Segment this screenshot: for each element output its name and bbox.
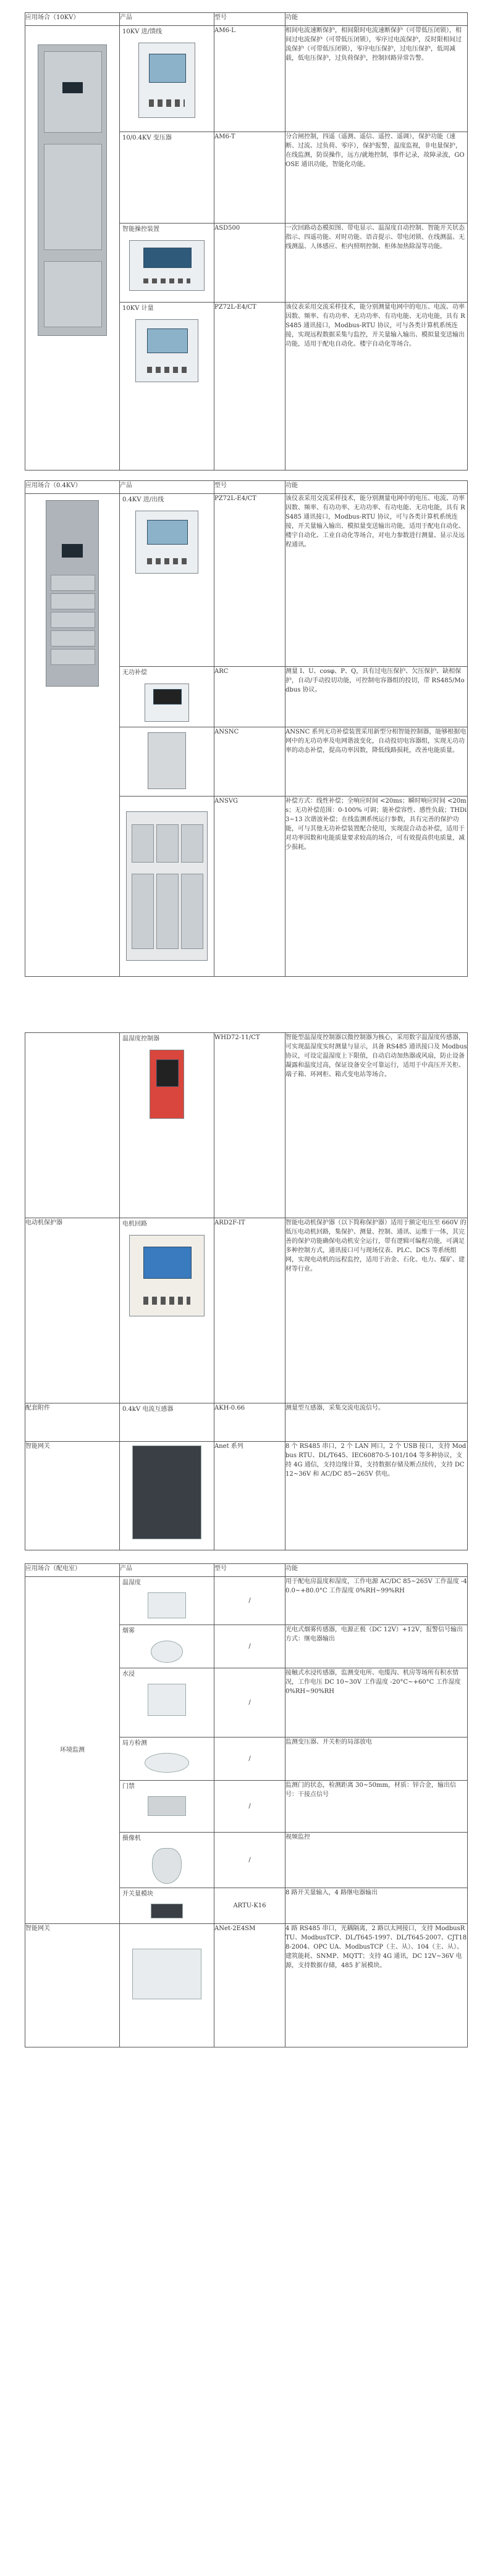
- product-name: 温湿度: [122, 1579, 141, 1586]
- function-cell: 4 路 RS485 串口，光耦隔离，2 路以太网接口，支持 ModbusRTU、ModbusTCP、DL/T645-1997、DL/T645-2007、CJT188-2004、OPC UA、ModbusTCP（主、从）、104（主、从）、建筑能耗、SNMP、MQTT；支持 4G 通讯，DC 12V~36V 电源，支持数据存储，485 扩展模块。: [285, 1924, 468, 2047]
- function-cell: 该仪表采用交流采样技术，能分别测量电网中的电压、电流、功率因数、频率、有功功率、无功功率、有功电能、无功电能，具有 RS485 通讯接口，Modbus-RTU 协议，可与各类计算机系统连接，实现远程数据采集与监控，开关量输入输出、模拟量变送输出功能，适用于配电自动化、楼宇自动化等场合。: [285, 303, 468, 470]
- table-row: [25, 26, 468, 132]
- ard2f-image: [129, 1235, 205, 1316]
- header-cell: 应用场合（10KV）: [25, 13, 120, 26]
- product-name: 电机回路: [122, 1221, 147, 1227]
- function-cell: 相间电流速断保护，相间限时电流速断保护（可带低压闭锁），相间过电流保护（可带低压闭锁），零序过电流保护，反时限相间过流保护（可带低压闭锁），零序电压保护，过电压保护，低周减载，低电压保护，过负荷保护，控制回路异常告警。: [285, 26, 468, 132]
- model-cell: ASD500: [214, 224, 285, 303]
- group-cell: 电动机保护器: [25, 1218, 120, 1403]
- table-row: [25, 1218, 468, 1403]
- table-row: [25, 494, 468, 667]
- smoke-sensor-image: [151, 1641, 183, 1663]
- camera-image: [152, 1848, 182, 1884]
- product-cell: [120, 1442, 214, 1550]
- model-cell: AM6-T: [214, 132, 285, 224]
- product-name: 温湿度控制器: [122, 1035, 159, 1042]
- function-cell: 光电式烟雾传感器，电源正极（DC 12V）+12V，报警信号输出方式：继电器输出: [285, 1625, 468, 1668]
- anet-gateway-image: [132, 1445, 201, 1539]
- function-cell: 测量型互感器，采集交流电流信号。: [285, 1403, 468, 1442]
- function-cell: 智能型温湿度控制器以微控制器为核心，采用数字温湿度传感器，可实现温湿度实时测量与显示，具备 RS485 通讯接口及 Modbus 协议，可设定温湿度上下限值，自动启动加热器或风扇，防止设备凝露和温度过高，保证设备安全可靠运行，适用于中高压开关柜、端子箱、环网柜、箱式变电站等场合。: [285, 1033, 468, 1218]
- header-cell: 型号: [214, 13, 285, 26]
- product-cell: [120, 1781, 214, 1833]
- model-cell: AKH-0.66: [214, 1403, 285, 1442]
- pz72l-meter-image: [135, 511, 198, 574]
- model-cell: ARTU-K16: [214, 1888, 285, 1924]
- header-cell: 应用场合（0.4KV）: [25, 481, 120, 494]
- model-cell: /: [214, 1625, 285, 1668]
- table-04kv: [25, 480, 468, 977]
- product-cell: [120, 727, 214, 797]
- door-sensor-image: [148, 1796, 186, 1816]
- function-cell: 8 路开关量输入，4 路继电器输出: [285, 1888, 468, 1924]
- header-cell: 型号: [214, 481, 285, 494]
- product-cell: [120, 1218, 214, 1403]
- function-cell: 视频监控: [285, 1833, 468, 1888]
- model-cell: ANSNC: [214, 727, 285, 797]
- product-name: 10KV 计量: [122, 305, 154, 312]
- table-row: [25, 1033, 468, 1218]
- product-cell: [120, 1738, 214, 1781]
- table-row: [25, 1577, 468, 1625]
- product-name: 烟雾: [122, 1628, 135, 1634]
- asd500-image: [129, 240, 205, 291]
- table-row: [25, 1403, 468, 1442]
- product-cell: [120, 1033, 214, 1218]
- product-cell: [120, 303, 214, 470]
- model-cell: ARD2F-IT: [214, 1218, 285, 1403]
- model-cell: /: [214, 1738, 285, 1781]
- function-cell: 监测门的状态，检测距离 30~50mm，材质：锌合金，输出信号：干接点信号: [285, 1781, 468, 1833]
- product-cell: [120, 1924, 214, 2047]
- product-name: 0.4kV 电流互感器: [122, 1406, 174, 1413]
- model-cell: /: [214, 1833, 285, 1888]
- header-cell: 功能: [285, 13, 468, 26]
- ansnc-image: [148, 732, 186, 789]
- function-cell: ANSNC 系列无功补偿装置采用新型分相智能控制器，能够根据电网中的无功功率及电网谐波变化，自动投切电容器组，实现无功功率的动态补偿，提高功率因数，降低线路损耗，改善电能质量。: [285, 727, 468, 797]
- function-cell: 接触式水浸传感器，监测变电所、电缆沟、机房等场所有积水情况，工作电压 DC 10~30V 工作温度 -20°C~+60°C 工作湿度 0%RH~90%RH: [285, 1668, 468, 1738]
- pz72l-meter-image: [135, 319, 198, 382]
- product-name: 门禁: [122, 1783, 135, 1790]
- header-cell: 应用场合（配电室）: [25, 1564, 120, 1577]
- header-cell: 型号: [214, 1564, 285, 1577]
- model-cell: ARC: [214, 667, 285, 727]
- product-cell: [120, 494, 214, 667]
- header-cell: 功能: [285, 1564, 468, 1577]
- function-cell: 该仪表采用交流采样技术，能分别测量电网中的电压、电流、功率因数、频率、有功功率、无功功率、有功电能、无功电能，具有 RS485 通讯接口，Modbus-RTU 协议，可与各类计算机系统连接，开关量输入输出、模拟量变送输出功能，适用于配电自动化、楼宇自动化、工业自动化等场合，对电力参数进行测量、显示及远程通讯。: [285, 494, 468, 667]
- table-distribution-room: [25, 1563, 468, 2047]
- function-cell: 一次回路动态模拟图、带电显示、温湿度自动控制、智能开关状态指示、四遥功能、对时功能、语音提示、带电闭锁、在线测温、无线测温、人体感应、柜内照明控制、柜体加热除湿等功能。: [285, 224, 468, 303]
- product-name: 开关量模块: [122, 1891, 153, 1897]
- model-cell: AM6-L: [214, 26, 285, 132]
- function-cell: 智能电动机保护器（以下简称保护器）适用于额定电压至 660V 的低压电动机回路，集保护、测量、控制、通讯、运维于一体，其完善的保护功能确保电动机安全运行，带有逻辑可编程功能，可满足多种控制方式，通讯接口可与现场仪表、PLC、DCS 等系统组网，实现电动机的远程监控，适用于冶金、石化、电力、煤矿、建材等行业。: [285, 1218, 468, 1403]
- product-cell: [120, 1625, 214, 1668]
- model-cell: ANSVG: [214, 797, 285, 977]
- function-cell: 补偿方式：线性补偿；全响应时间 <20ms；瞬时响应时间 <20ms；无功补偿范围：0-100% 可调；能补偿容性、感性负载；THDi 3~13 次谐波补偿；在线监测系统运行参数，具有完善的保护功能，可与其他无功补偿装置配合使用，实现混合动态补偿，适用于对功率因数和电能质量要求较高的场合，可有效提高供电质量，减少损耗。: [285, 797, 468, 977]
- model-cell: WHD72-11/CT: [214, 1033, 285, 1218]
- product-name: 局方检测: [122, 1740, 147, 1747]
- product-cell: [120, 1888, 214, 1924]
- model-cell: /: [214, 1577, 285, 1625]
- whd72-image: [150, 1050, 184, 1119]
- group-cell: 智能网关: [25, 1442, 120, 1550]
- header-cell: 产品: [120, 1564, 214, 1577]
- water-leak-sensor-image: [148, 1684, 186, 1716]
- header-cell: 产品: [120, 13, 214, 26]
- switchgear-image-cell: [25, 26, 120, 470]
- artu-module-image: [151, 1904, 183, 1918]
- product-cell: [120, 1403, 214, 1442]
- table-row: [25, 1442, 468, 1550]
- model-cell: Anet 系列: [214, 1442, 285, 1550]
- model-cell: /: [214, 1781, 285, 1833]
- lv-cabinet-image-cell: [25, 494, 120, 977]
- function-cell: 分合闸控制，四遥（遥测、遥信、遥控、遥调），保护功能（速断、过流、过负荷、零序），保护报警，温度监视，非电量保护，在线监测，防误操作，远方/就地控制，事件记录，故障录波，GOOSE 通讯功能，智能化功能。: [285, 132, 468, 224]
- table-devices: [25, 1032, 468, 1550]
- product-name: 10/0.4KV 变压器: [122, 135, 172, 141]
- product-cell: [120, 797, 214, 977]
- product-cell: [120, 667, 214, 727]
- product-cell: [120, 224, 214, 303]
- product-cell: [120, 26, 214, 132]
- model-cell: ANet-2E4SM: [214, 1924, 285, 2047]
- product-name: 水浸: [122, 1671, 135, 1678]
- model-cell: /: [214, 1668, 285, 1738]
- product-cell: [120, 1668, 214, 1738]
- model-cell: PZ72L-E4/CT: [214, 494, 285, 667]
- group-cell: 智能网关: [25, 1924, 120, 2047]
- am6-l-relay-image: [138, 43, 195, 118]
- product-cell: [120, 1577, 214, 1625]
- model-cell: PZ72L-E4/CT: [214, 303, 285, 470]
- switchgear-cabinet-image: [38, 44, 107, 336]
- product-cell: [120, 1833, 214, 1888]
- table-04kv-header: [25, 481, 468, 494]
- product-name: 10KV 进/馈线: [122, 28, 162, 35]
- product-name: 摄像机: [122, 1835, 141, 1842]
- function-cell: 用于配电房温度和湿度，工作电源 AC/DC 85~265V 工作温度 -40.0~+80.0°C 工作湿度 0%RH~99%RH: [285, 1577, 468, 1625]
- table-room-header: [25, 1564, 468, 1577]
- product-cell: [120, 132, 214, 224]
- function-cell: 测量 I、U、cosφ、P、Q，具有过电压保护、欠压保护、缺相保护，自动/手动投切功能，可控制电容器组的投切，带 RS485/Modbus 协议。: [285, 667, 468, 727]
- group-cell: [25, 1033, 120, 1218]
- ansvg-cabinet-image: [126, 811, 208, 961]
- function-cell: 8 个 RS485 串口，2 个 LAN 网口，2 个 USB 接口，支持 Modbus RTU、DL/T645、IEC60870-5-101/104 等多种协议，支持 4G 通信，支持边缘计算，支持数据存储及断点续传，支持 DC 12~36V 和 AC/DC 85~265V 供电。: [285, 1442, 468, 1550]
- anet-2e4sm-image: [132, 1949, 201, 1999]
- table-10kv-header: [25, 13, 468, 26]
- table-10kv: [25, 12, 468, 470]
- product-name: 0.4KV 进/出线: [122, 496, 164, 503]
- temp-humidity-sensor-image: [148, 1592, 186, 1618]
- lv-cabinet-image: [46, 500, 99, 687]
- header-cell: 功能: [285, 481, 468, 494]
- table-row: [25, 1924, 468, 2047]
- arc-controller-image: [145, 684, 189, 722]
- function-cell: 监测变压器、开关柜的局部放电: [285, 1738, 468, 1781]
- header-cell: 产品: [120, 481, 214, 494]
- product-name: 无功补偿: [122, 669, 147, 676]
- environment-group-cell: 环境监测: [25, 1577, 120, 1924]
- product-name: 智能操控装置: [122, 226, 159, 233]
- group-cell: 配套附件: [25, 1403, 120, 1442]
- partial-discharge-sensor-image: [145, 1753, 189, 1773]
